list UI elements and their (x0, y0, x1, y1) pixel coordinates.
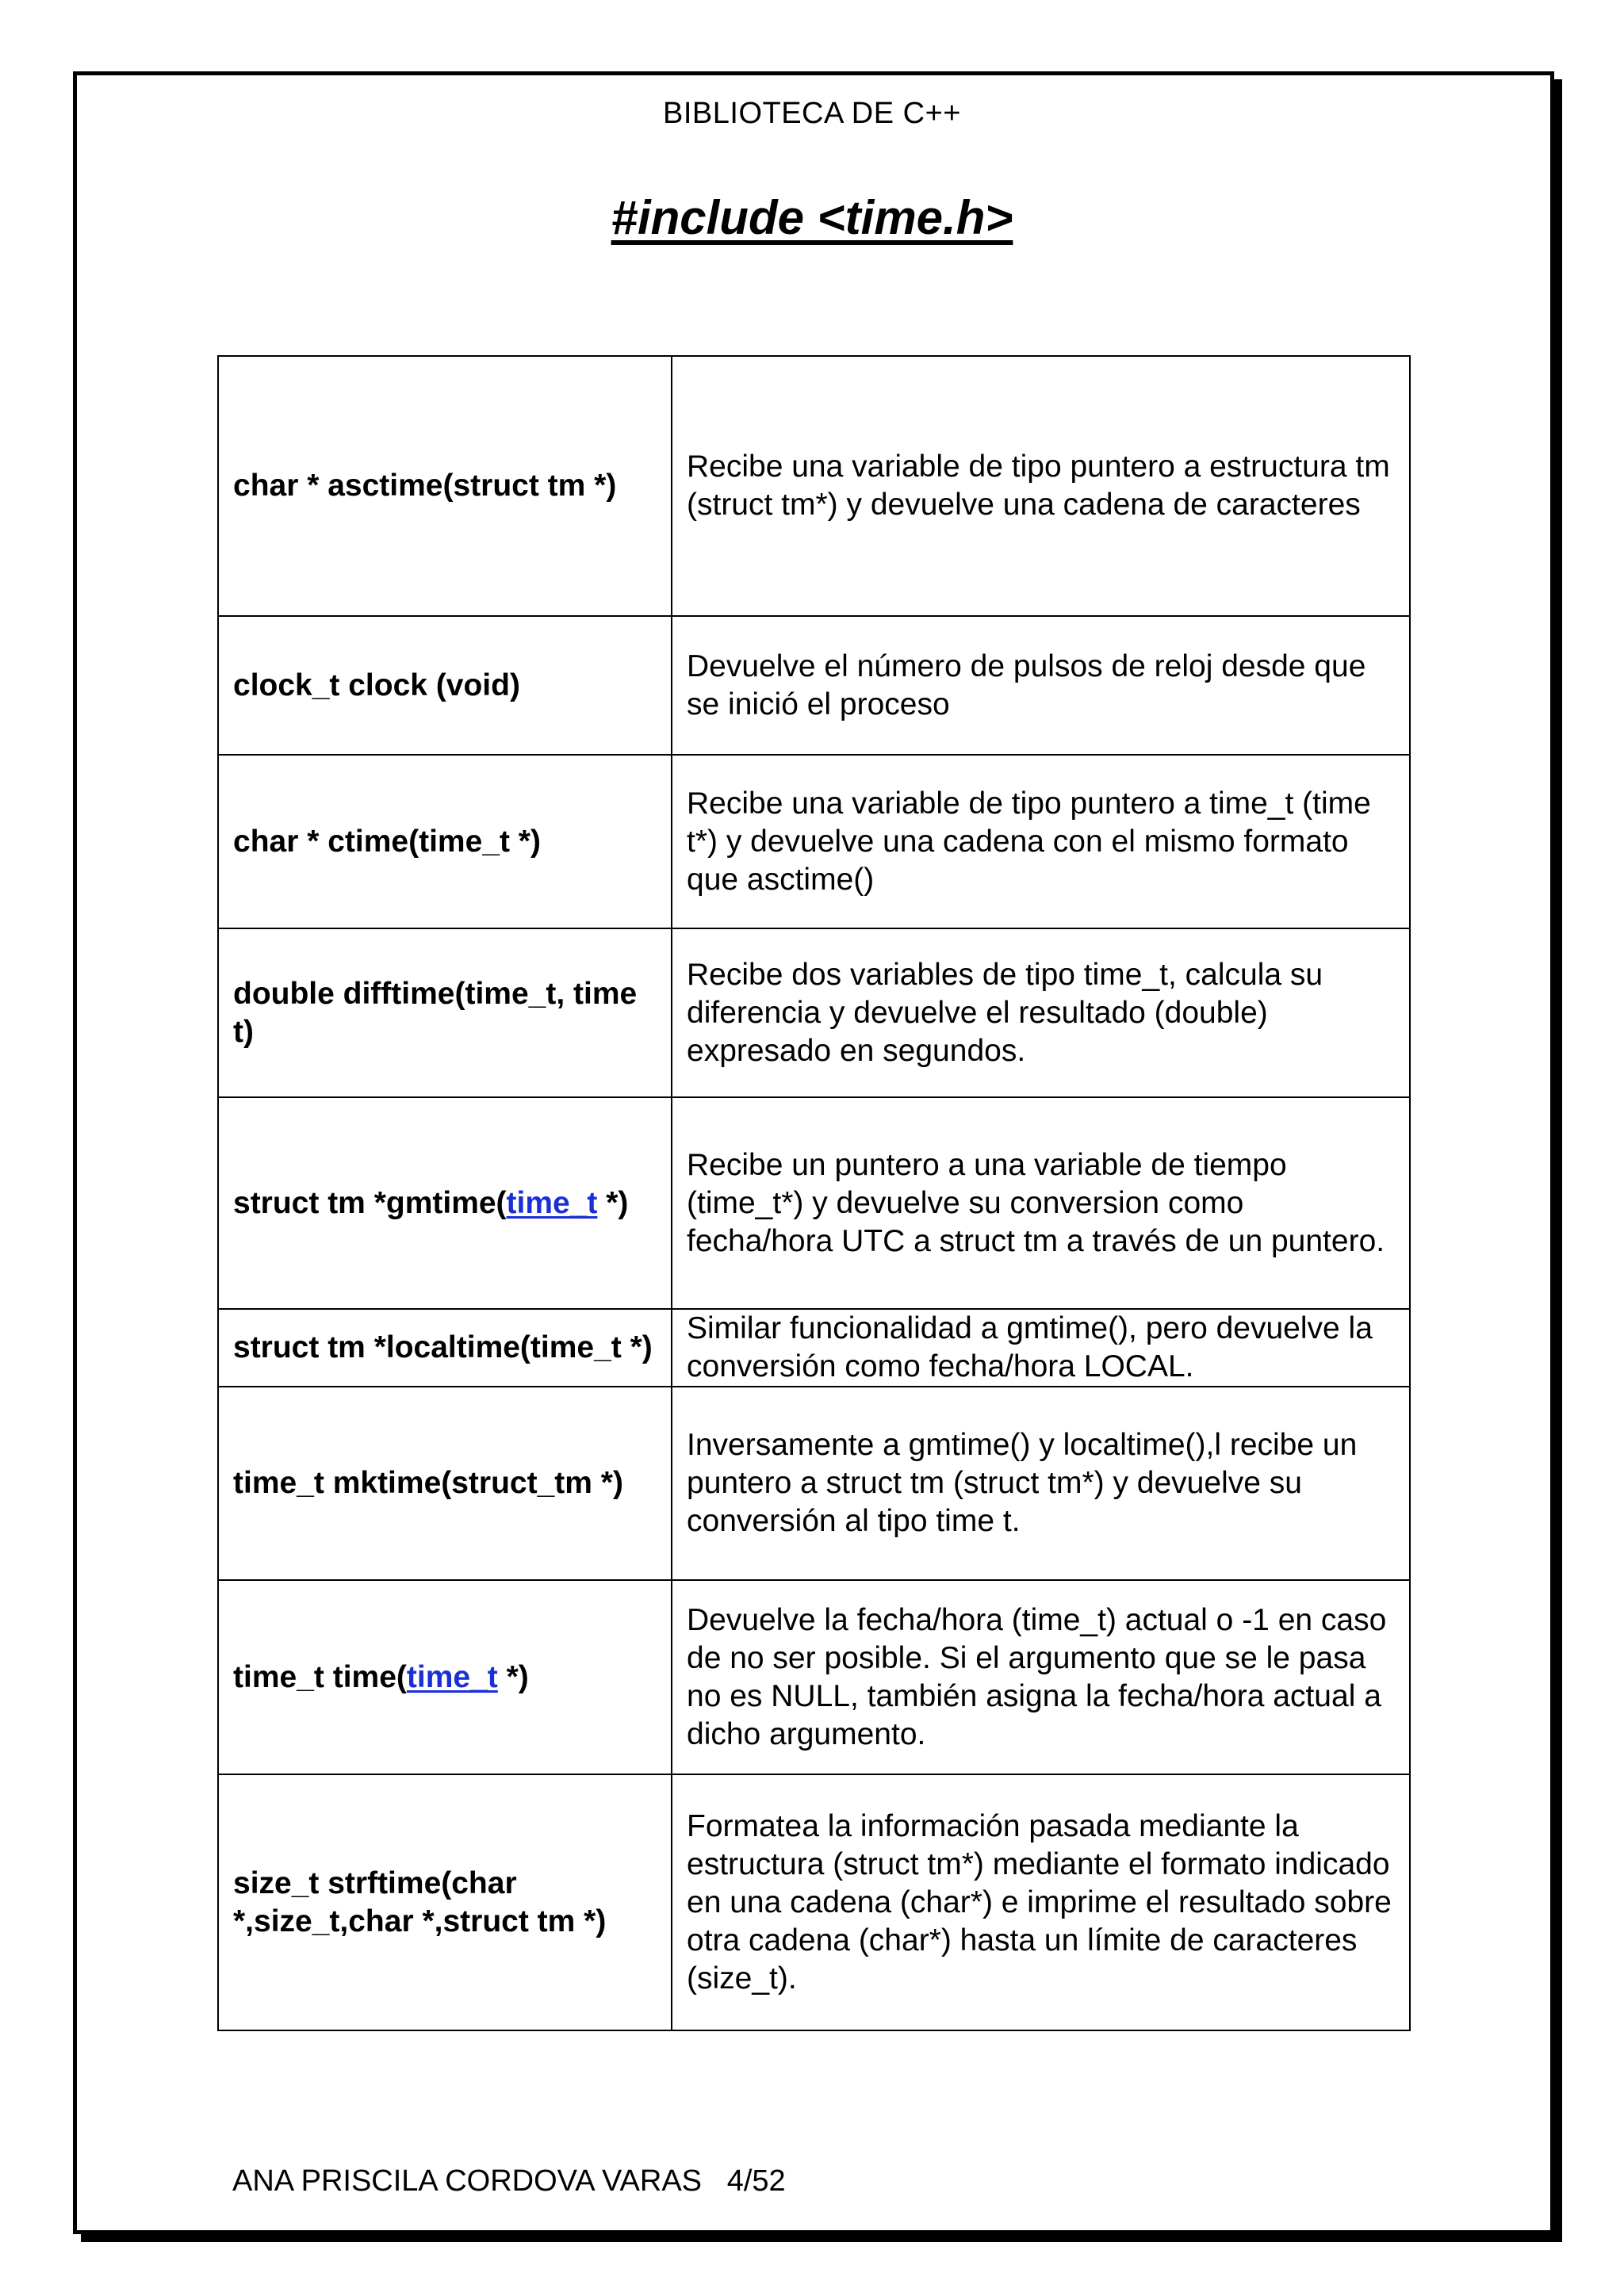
function-description: Inversamente a gmtime() y localtime(),l recibe un puntero a struct tm (struct tm*) y devuelve su conversión al tipo time t. (672, 1387, 1410, 1580)
page-footer (232, 2164, 786, 2198)
table-row (218, 928, 1410, 1097)
function-description: Similar funcionalidad a gmtime(), pero devuelve la conversión como fecha/hora LOCAL. (672, 1309, 1410, 1387)
time-t-link[interactable]: time_t (506, 1185, 598, 1220)
function-signature: char * ctime(time_t *) (218, 755, 672, 928)
function-signature (218, 1097, 672, 1309)
function-signature: size_t strftime(char *,size_t,char *,struct tm *) (218, 1774, 672, 2030)
table-row (218, 755, 1410, 928)
function-description: Recibe dos variables de tipo time_t, calcula su diferencia y devuelve el resultado (double) expresado en segundos. (672, 928, 1410, 1097)
table-row (218, 1309, 1410, 1387)
table-row (218, 356, 1410, 616)
function-description: Devuelve el número de pulsos de reloj desde que se inició el proceso (672, 616, 1410, 755)
function-signature: time_t mktime(struct_tm *) (218, 1387, 672, 1580)
page-header: BIBLIOTECA DE C++ (663, 97, 961, 130)
functions-table (217, 355, 1411, 2031)
function-description: Recibe un puntero a una variable de tiempo (time_t*) y devuelve su conversion como fecha/hora UTC a struct tm a través de un puntero. (672, 1097, 1410, 1309)
table-row (218, 1774, 1410, 2030)
table-row (218, 616, 1410, 755)
function-description: Recibe una variable de tipo puntero a estructura tm (struct tm*) y devuelve una cadena de caracteres (672, 356, 1410, 616)
time-t-link[interactable]: time_t (406, 1659, 498, 1694)
function-description: Devuelve la fecha/hora (time_t) actual o -1 en caso de no ser posible. Si el argumento que se le pasa no es NULL, también asigna la fecha/hora actual a dicho argumento. (672, 1580, 1410, 1774)
page-number: 4/52 (726, 2164, 786, 2198)
page-title: #include <time.h> (611, 191, 1013, 244)
table-row (218, 1387, 1410, 1580)
function-description: Formatea la información pasada mediante la estructura (struct tm*) mediante el formato indicado en una cadena (char*) e imprime el resultado sobre otra cadena (char*) hasta un límite de caracteres (size_t). (672, 1774, 1410, 2030)
signature-suffix: *) (497, 1659, 529, 1694)
signature-prefix: struct tm *gmtime( (233, 1185, 507, 1220)
function-signature: clock_t clock (void) (218, 616, 672, 755)
footer-author: ANA PRISCILA CORDOVA VARAS (232, 2164, 703, 2198)
table-row (218, 1580, 1410, 1774)
function-signature: struct tm *localtime(time_t *) (218, 1309, 672, 1387)
function-signature: double difftime(time_t, time t) (218, 928, 672, 1097)
function-signature: char * asctime(struct tm *) (218, 356, 672, 616)
signature-prefix: time_t time( (233, 1659, 407, 1694)
function-description: Recibe una variable de tipo puntero a time_t (time t*) y devuelve una cadena con el mismo formato que asctime() (672, 755, 1410, 928)
signature-suffix: *) (597, 1185, 629, 1220)
table-row (218, 1097, 1410, 1309)
function-signature (218, 1580, 672, 1774)
